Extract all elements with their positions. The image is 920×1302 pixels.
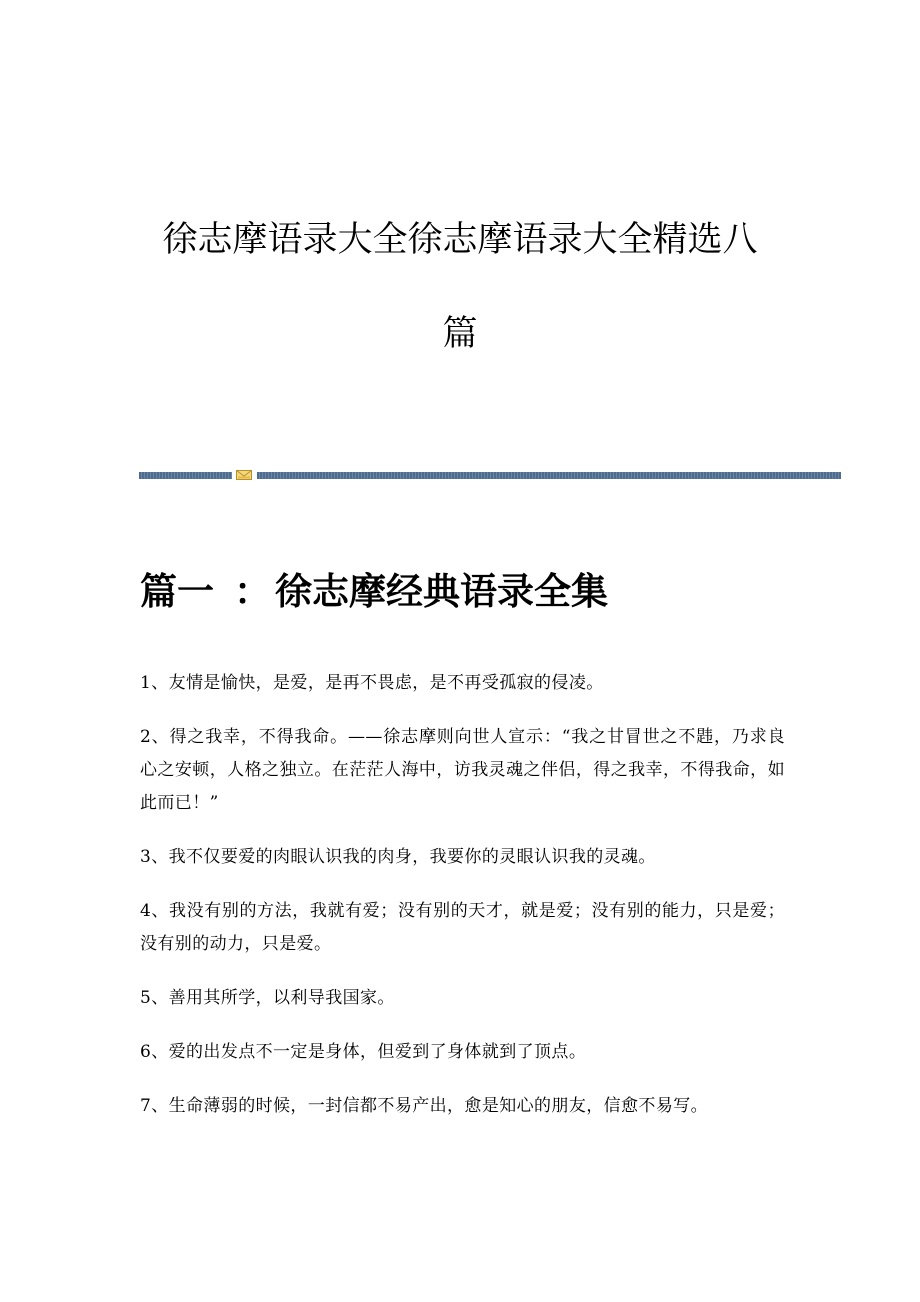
section-title: 徐志摩经典语录全集	[275, 570, 608, 613]
document-title-line-1: 徐志摩语录大全徐志摩语录大全精选八	[162, 220, 758, 260]
quote-item: 6、爱的出发点不一定是身体，但爱到了身体就到了顶点。	[140, 1042, 587, 1062]
section-label: 篇一	[140, 570, 214, 613]
divider-bar-left	[139, 472, 232, 479]
quote-item: 5、善用其所学，以利导我国家。	[140, 988, 395, 1008]
title-divider	[139, 470, 841, 480]
divider-bar-right	[257, 472, 841, 479]
quote-item: 7、生命薄弱的时候，一封信都不易产出，愈是知心的朋友，信愈不易写。	[140, 1096, 709, 1116]
quote-item: 1、友情是愉快，是爱，是再不畏虑，是不再受孤寂的侵凌。	[140, 673, 604, 693]
document-title	[120, 212, 800, 362]
envelope-ornament-icon	[236, 470, 252, 480]
section-heading	[140, 568, 608, 616]
section-separator: ：	[234, 570, 271, 613]
document-title-line-2: 篇	[442, 314, 478, 354]
quote-item: 2、得之我幸，不得我命。——徐志摩则向世人宣示：“我之甘冒世之不韪，乃求良心之安顿，人格之独立。在茫茫人海中，访我灵魂之伴侣，得之我幸，不得我命，如此而已！”	[140, 727, 785, 813]
quote-item: 4、我没有别的方法，我就有爱；没有别的天才，就是爱；没有别的能力，只是爱；没有别的动力，只是爱。	[140, 901, 785, 954]
quote-list	[140, 667, 785, 1144]
quote-item: 3、我不仅要爱的肉眼认识我的肉身，我要你的灵眼认识我的灵魂。	[140, 847, 656, 867]
